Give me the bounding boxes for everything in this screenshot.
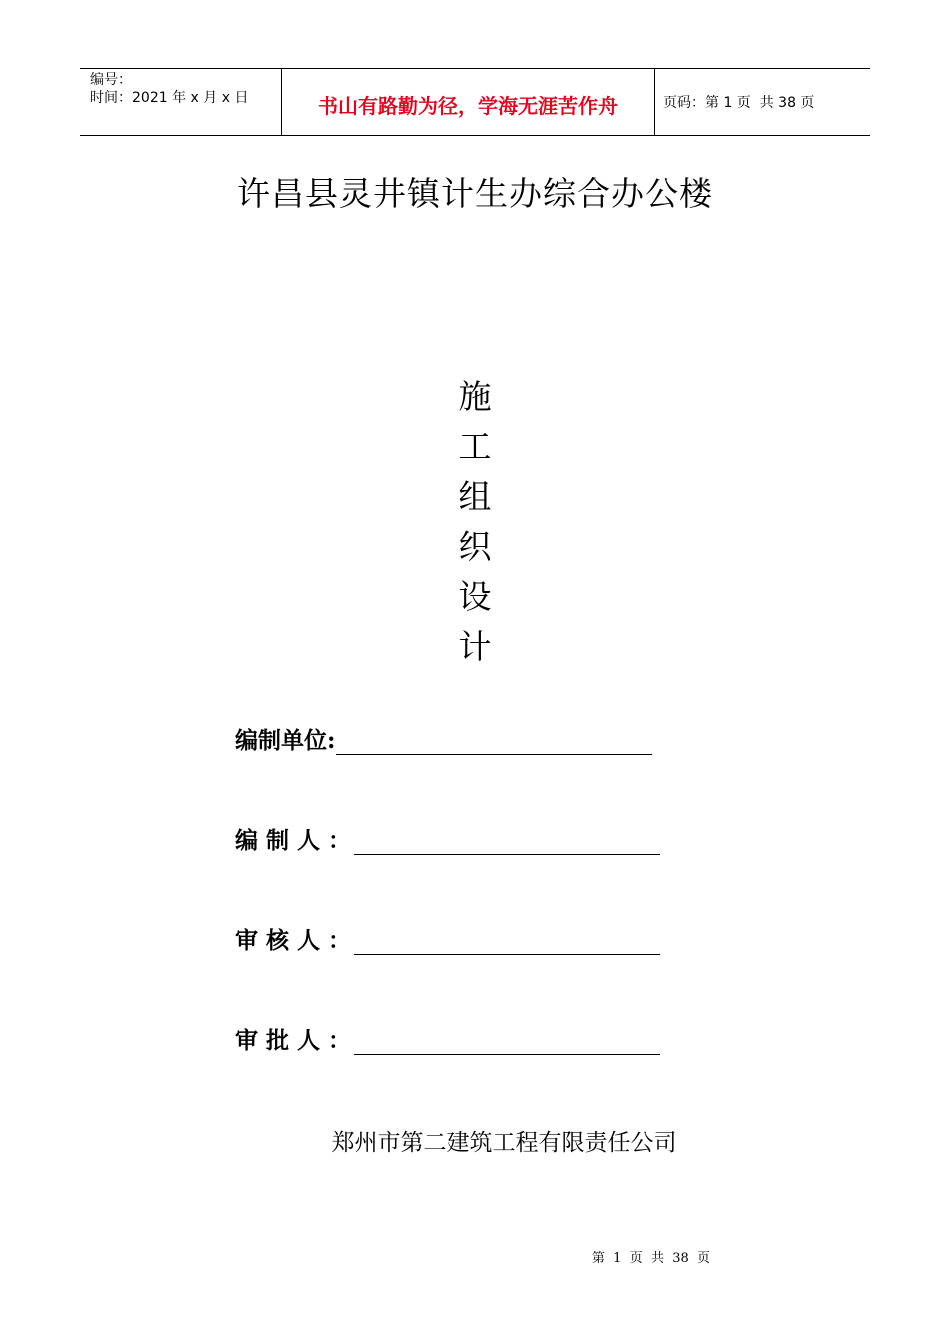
header-motto: 书山有路勤为径，学海无涯苦作舟 <box>318 93 618 118</box>
document-type-vertical <box>455 372 495 672</box>
field-compiler <box>235 826 660 856</box>
field-label: 审 核 人 ： <box>235 927 352 954</box>
field-approver <box>235 1026 660 1056</box>
document-title: 许昌县灵井镇计生办综合办公楼 <box>237 174 713 213</box>
header-page-cell <box>655 69 870 135</box>
field-label: 编制单位: <box>235 727 336 754</box>
field-reviewer <box>235 926 660 956</box>
page-footer: 第 1 页 共 38 页 <box>591 1251 711 1266</box>
header-page-info: 页码：第 1 页 共 38 页 <box>663 95 815 111</box>
document-type-char: 施 <box>458 377 492 416</box>
field-label: 编 制 人 ： <box>235 827 352 854</box>
signature-line <box>354 930 660 955</box>
document-number-label: 编号： <box>90 72 132 88</box>
company-name: 郑州市第二建筑工程有限责任公司 <box>331 1130 677 1156</box>
signature-line <box>354 1030 660 1055</box>
document-type-char: 工 <box>458 427 492 466</box>
document-time-label: 时间：2021 年 x 月 x 日 <box>90 90 249 106</box>
document-type-char: 设 <box>458 577 492 616</box>
field-compiling-unit <box>235 726 652 756</box>
document-type-char: 织 <box>458 527 492 566</box>
header-motto-cell <box>282 69 655 135</box>
page-header <box>80 68 870 136</box>
field-label: 审 批 人 ： <box>235 1027 352 1054</box>
document-type-char: 组 <box>458 477 492 516</box>
document-type-char: 计 <box>458 627 492 666</box>
signature-line <box>354 830 660 855</box>
header-meta-cell <box>80 69 282 135</box>
signature-line <box>336 730 652 755</box>
